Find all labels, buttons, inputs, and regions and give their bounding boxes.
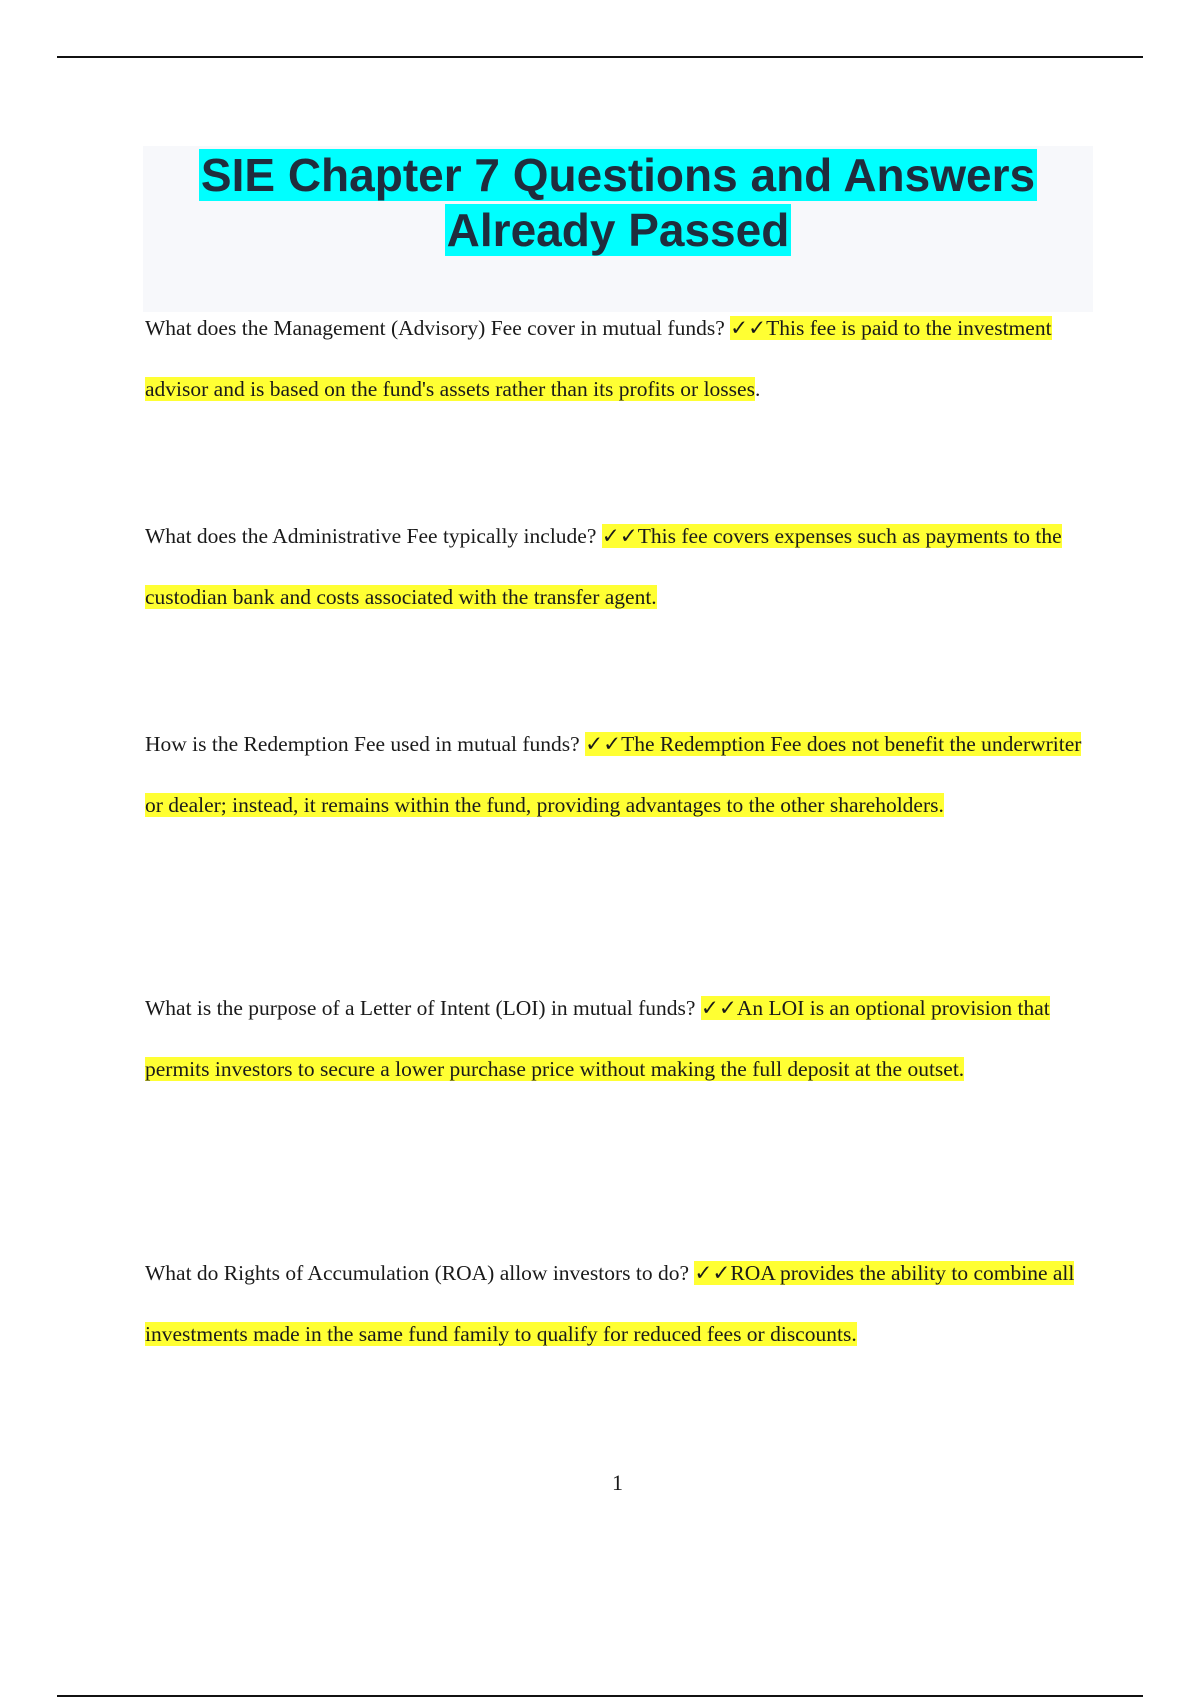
qa-item-2 [145, 506, 1085, 628]
title-block [143, 146, 1093, 312]
title-line-1: SIE Chapter 7 Questions and Answers [200, 149, 1036, 201]
title-line-2: Already Passed [446, 204, 790, 256]
page-number: 1 [612, 1470, 623, 1495]
answer-text: This fee covers expenses such as payments to the custodian bank and costs associated with the transfer agent. [145, 524, 1062, 609]
qa-item-5 [145, 1243, 1085, 1365]
check-marker-icon: ✓✓ [694, 1261, 731, 1285]
qa-item-3 [145, 714, 1085, 836]
check-marker-icon: ✓✓ [700, 996, 737, 1020]
bottom-rule [57, 1695, 1143, 1697]
check-marker-icon: ✓✓ [730, 316, 767, 340]
answer-text: ROA provides the ability to combine all investments made in the same fund family to qualify for reduced fees or discounts. [145, 1261, 1075, 1346]
answer-text: This fee is paid to the investment advisor and is based on the fund's assets rather than its profits or losses [145, 316, 1052, 401]
question-text: What is the purpose of a Letter of Intent (LOI) in mutual funds? [145, 996, 696, 1020]
question-text: What does the Administrative Fee typically include? [145, 524, 597, 548]
qa-item-4 [145, 978, 1085, 1100]
qa-item-1 [145, 298, 1085, 420]
question-text: How is the Redemption Fee used in mutual funds? [145, 732, 580, 756]
check-marker-icon: ✓✓ [585, 732, 622, 756]
question-text: What do Rights of Accumulation (ROA) allow investors to do? [145, 1261, 689, 1285]
document-title [143, 148, 1093, 258]
answer-text: An LOI is an optional provision that permits investors to secure a lower purchase price without making the full deposit at the outset. [145, 996, 1050, 1081]
question-text: What does the Management (Advisory) Fee cover in mutual funds? [145, 316, 725, 340]
answer-text: The Redemption Fee does not benefit the underwriter or dealer; instead, it remains within the fund, providing advantages to the other shareholders. [145, 732, 1082, 817]
top-rule [57, 56, 1143, 58]
check-marker-icon: ✓✓ [601, 524, 638, 548]
answer-trailing: . [754, 377, 761, 401]
